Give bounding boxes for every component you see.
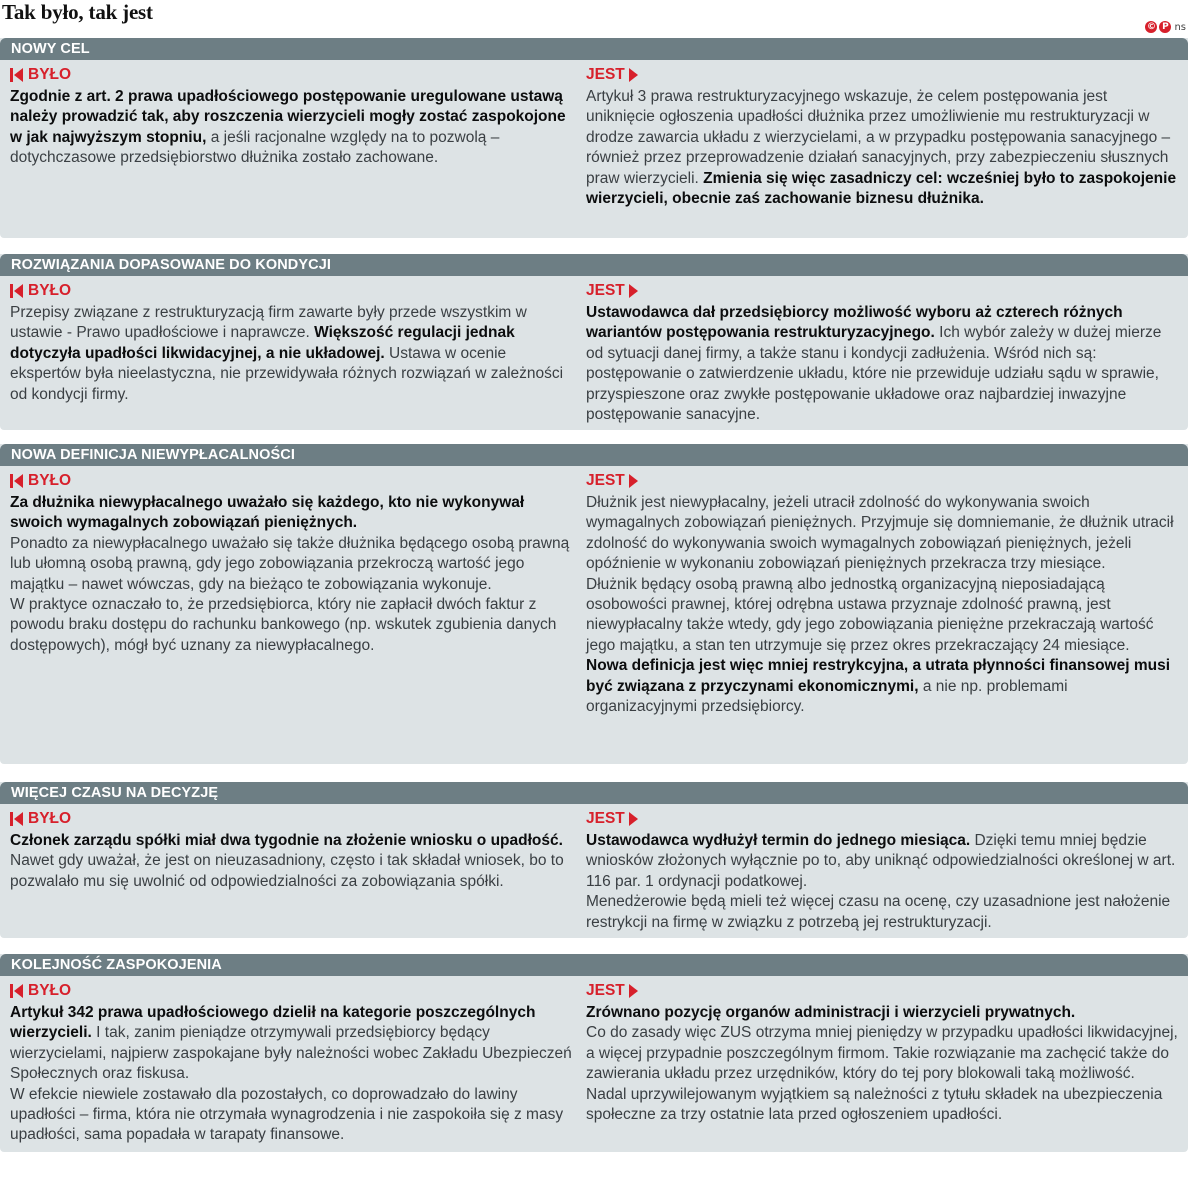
text-run: Artykuł 3 prawa restrukturyzacyjnego wskazuje, że celem postępowania jest uniknięcie ogłoszenia upadłości dłużnika przez umożliwienie mu restrukturyzacji w drodze zawarcia układu z wierzycielami, a w przypadku postępowania sanacyjnego – również przez przeprowadzenie działań sanacyjnych, przy zabezpieczeniu słusznych praw wierzycieli.	[586, 88, 1171, 187]
paragraph	[586, 831, 1178, 892]
back-arrow-icon-triangle	[14, 812, 23, 826]
back-arrow-icon	[10, 474, 13, 488]
forward-arrow-icon	[629, 984, 638, 998]
paragraph	[10, 493, 575, 534]
text-run: Menedżerowie będą mieli też więcej czasu na ocenę, czy uzasadnione jest nałożenie restrykcji na firmę w związku z potrzebą jej restrukturyzacji.	[586, 893, 1171, 931]
body-text	[10, 303, 575, 405]
paragraph	[10, 595, 575, 656]
back-arrow-icon	[10, 984, 13, 998]
bold-text: Zgodnie z art. 2 prawa upadłościowego postępowanie uregulowane ustawą należy prowadzić tak, aby roszczenia wierzycieli mogły zostać zaspokojone w jak najwyższym stopniu,	[10, 88, 566, 146]
after-label: JEST	[586, 810, 1178, 828]
paragraph	[10, 303, 575, 405]
text-run: W praktyce oznaczało to, że przedsiębiorca, który nie zapłacił dwóch faktur z powodu braku dostępu do rachunku bankowego (np. wskutek zgubienia danych dostępowych), mógł być uznany za niewypłacalnego.	[10, 596, 557, 654]
paragraph	[586, 1003, 1178, 1023]
after-label: JEST	[586, 982, 1178, 1000]
after-label: JEST	[586, 66, 1178, 84]
after-column	[586, 982, 1178, 1125]
bold-text: Ustawodawca dał przedsiębiorcy możliwość wyboru aż czterech różnych wariantów postępowania restrukturyzacyjnego.	[586, 304, 1123, 342]
after-column	[586, 282, 1178, 425]
text-run: Przepisy związane z restrukturyzacją firm zawarte były przede wszystkim w ustawie - Prawo upadłościowe i naprawcze.	[10, 304, 527, 342]
text-run: Dłużnik będący osobą prawną albo jednostką organizacyjną nieposiadającą osobowości prawnej, której odrębna ustawa przyznaje zdolność prawną, jest niewypłacalny także wtedy, gdy jego zobowiązania pieniężne przekraczają wartość jego majątku, a stan ten utrzymuje się przez okres przekraczający 24 miesiące.	[586, 575, 1154, 654]
after-column	[586, 472, 1178, 717]
bold-text: Artykuł 342 prawa upadłościowego dzielił na kategorie poszczególnych wierzycieli.	[10, 1004, 536, 1042]
after-column	[586, 66, 1178, 209]
back-arrow-icon	[10, 812, 13, 826]
before-label: BYŁO	[10, 810, 575, 828]
after-label: JEST	[586, 282, 1178, 300]
paragraph	[586, 892, 1178, 933]
text-run: Co do zasady więc ZUS otrzyma mniej pieniędzy w przypadku upadłości likwidacyjnej, a więcej przypadnie poszczególnym firmom. Takie rozwiązanie ma zachęcić także do zawierania układu przez urzędników, który do tej pory blokowali taką możliwość. Nadal uprzywilejowanym wyjątkiem są należności z tytułu składek na ubezpieczenia społeczne za trzy ostatnie lata przed ogłoszeniem upadłości.	[586, 1024, 1178, 1124]
credit	[1145, 20, 1186, 34]
paragraph	[586, 303, 1178, 425]
section-nowa-definicja	[0, 444, 1188, 764]
p-icon: P	[1159, 21, 1171, 33]
back-arrow-icon	[10, 284, 13, 298]
forward-arrow-icon	[629, 68, 638, 82]
back-arrow-icon-triangle	[14, 284, 23, 298]
paragraph	[586, 493, 1178, 575]
before-column	[10, 282, 575, 405]
section-heading: NOWA DEFINICJA NIEWYPŁACALNOŚCI	[0, 444, 1188, 466]
page-title: Tak było, tak jest	[2, 0, 153, 24]
text-run: Dłużnik jest niewypłacalny, jeżeli utracił zdolność do wykonywania swoich wymagalnych zobowiązań pieniężnych. Przyjmuje się domniemanie, że dłużnik utracił zdolność do wykonywania swoich wymagalnych zobowiązań pieniężnych, jeżeli opóźnienie w wykonaniu zobowiązań pieniężnych przekracza trzy miesiące.	[586, 494, 1174, 573]
bold-text: Członek zarządu spółki miał dwa tygodnie na złożenie wniosku o upadłość.	[10, 832, 563, 849]
back-arrow-icon	[10, 68, 13, 82]
after-column	[586, 810, 1178, 933]
bold-text: Zmienia się więc zasadniczy cel: wcześniej było to zaspokojenie wierzycieli, obecnie zaś zachowanie biznesu dłużnika.	[586, 169, 1177, 208]
paragraph	[586, 575, 1178, 657]
after-label: JEST	[586, 472, 1178, 490]
text-run: Dzięki temu mniej będzie wniosków złożonych wyłącznie po to, aby uniknąć odpowiedzialności określonej w art. 116 par. 1 ordynacji podatkowej.	[586, 832, 1176, 890]
paragraph	[10, 1085, 575, 1146]
body-text	[586, 303, 1178, 425]
before-label: BYŁO	[10, 472, 575, 490]
paragraph	[10, 87, 575, 169]
body-text	[10, 1003, 575, 1146]
body-text	[10, 87, 575, 169]
text-run: I tak, zanim pieniądze otrzymywali przedsiębiorcy będący wierzycielami, najpierw zaspokajane były należności wobec Zakładu Ubezpieczeń Społecznych oraz fiskusa.	[10, 1024, 572, 1083]
section-heading: WIĘCEJ CZASU NA DECYZJĘ	[0, 782, 1188, 804]
bold-text: Zrównano pozycję organów administracji i wierzycieli prywatnych.	[586, 1004, 1076, 1021]
text-run: Ich wybór zależy w dużej mierze od sytuacji danej firmy, a także stanu i kondycji zadłużenia. Wśród nich są: postępowanie o zatwierdzenie układu, które nie przewiduje udziału sądu w sprawie, przyspieszone oraz zwykłe postępowanie układowe oraz najbardziej inwazyjne postępowanie sanacyjne.	[586, 324, 1162, 424]
section-heading: KOLEJNOŚĆ ZASPOKOJENIA	[0, 954, 1188, 976]
text-run: a jeśli racjonalne względy na to pozwolą – dotychczasowe przedsiębiorstwo dłużnika zostało zachowane.	[10, 128, 500, 167]
before-label: BYŁO	[10, 66, 575, 84]
section-kolejnosc	[0, 954, 1188, 1152]
bold-text: Większość regulacji jednak dotyczyła upadłości likwidacyjnej, a nie układowej.	[10, 324, 515, 362]
paragraph	[10, 831, 575, 892]
bold-text: Za dłużnika niewypłacalnego uważało się każdego, kto nie wykonywał swoich wymagalnych zobowiązań pieniężnych.	[10, 494, 525, 532]
section-heading: NOWY CEL	[0, 38, 1188, 60]
back-arrow-icon-triangle	[14, 474, 23, 488]
text-run: a nie np. problemami organizacyjnymi przedsiębiorcy.	[586, 677, 1068, 716]
body-text	[586, 87, 1178, 209]
paragraph	[586, 656, 1178, 717]
before-column	[10, 810, 575, 892]
body-text	[10, 831, 575, 892]
back-arrow-icon-triangle	[14, 984, 23, 998]
section-nowy-cel	[0, 38, 1188, 238]
text-run: Ponadto za niewypłacalnego uważało się także dłużnika będącego osobą prawną lub ułomną osobą prawną, gdy jego zobowiązania przekroczą wartość jego majątku – nawet wówczas, gdy na bieżąco te zobowiązania wykonuje.	[10, 534, 570, 593]
before-label: BYŁO	[10, 282, 575, 300]
section-rozwiazania	[0, 254, 1188, 430]
text-run: Nawet gdy uważał, że jest on nieuzasadniony, często i tak składał wniosek, bo to pozwalało mu się uwolnić od odpowiedzialności za zobowiązania spółki.	[10, 852, 564, 890]
before-column	[10, 982, 575, 1146]
paragraph	[586, 1023, 1178, 1125]
forward-arrow-icon	[629, 474, 638, 488]
body-text	[10, 493, 575, 656]
body-text	[586, 831, 1178, 933]
text-run: Ustawa w ocenie ekspertów była nieelastyczna, nie przewidywała różnych rozwiązań w zależności od kondycji firmy.	[10, 344, 564, 403]
forward-arrow-icon	[629, 812, 638, 826]
text-run: W efekcie niewiele zostawało dla pozostałych, co doprowadzało do lawiny upadłości – firma, która nie otrzymała wynagrodzenia i nie zaspokoiła się z masy upadłości, sama popadała w tarapaty finansowe.	[10, 1085, 564, 1144]
paragraph	[10, 534, 575, 595]
body-text	[586, 493, 1178, 717]
paragraph	[10, 1003, 575, 1085]
section-heading: ROZWIĄZANIA DOPASOWANE DO KONDYCJI	[0, 254, 1188, 276]
bold-text: Nowa definicja jest więc mniej restrykcyjna, a utrata płynności finansowej musi być związana z przyczynami ekonomicznymi,	[586, 657, 1171, 695]
body-text	[586, 1003, 1178, 1125]
section-wiecej-czasu	[0, 782, 1188, 938]
paragraph	[586, 87, 1178, 209]
bold-text: Ustawodawca wydłużył termin do jednego miesiąca.	[586, 832, 971, 849]
credit-text: ns	[1174, 21, 1186, 33]
copyright-icon: ©	[1146, 22, 1156, 32]
before-column	[10, 66, 575, 169]
back-arrow-icon-triangle	[14, 68, 23, 82]
before-column	[10, 472, 575, 656]
forward-arrow-icon	[629, 284, 638, 298]
before-label: BYŁO	[10, 982, 575, 1000]
